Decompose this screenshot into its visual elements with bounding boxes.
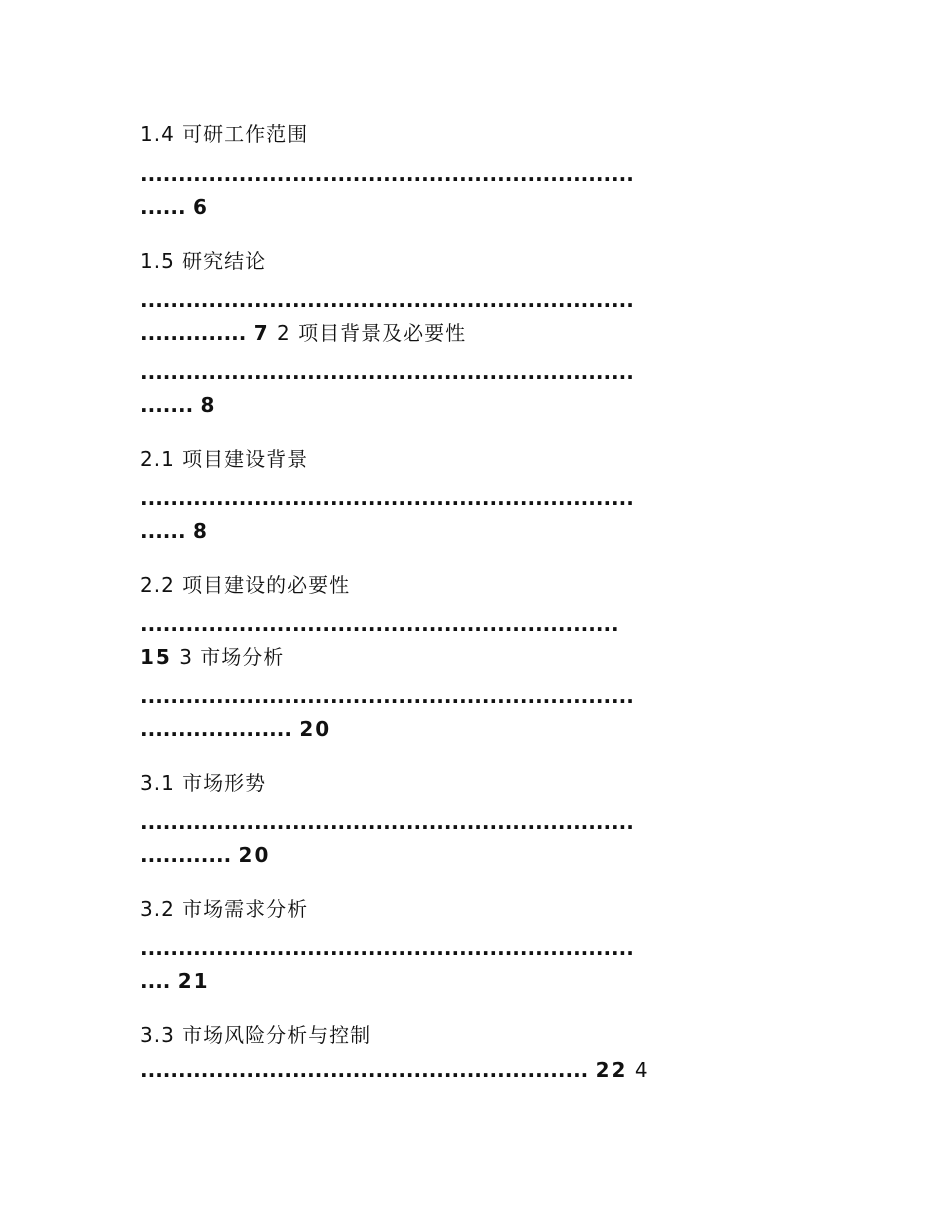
toc-page-number: 20 xyxy=(238,843,271,867)
toc-page-number: 7 xyxy=(253,321,270,345)
toc-leader-line xyxy=(140,610,619,638)
toc-leader-line xyxy=(140,808,634,836)
toc-leader-line xyxy=(140,358,634,386)
toc-page-number: 15 xyxy=(140,645,172,669)
toc-page-number: 8 xyxy=(200,393,217,417)
toc-leader-dots: ........................................................... xyxy=(140,1058,589,1082)
toc-leader-dots: ............ xyxy=(140,843,232,867)
toc-leader-line xyxy=(140,715,331,743)
toc-leader-dots: .... xyxy=(140,969,171,993)
toc-entry-3 xyxy=(140,643,284,671)
toc-heading: 3.3 市场风险分析与控制 xyxy=(140,1023,372,1047)
toc-heading: 3.2 市场需求分析 xyxy=(140,897,309,921)
toc-leader-line xyxy=(140,193,209,221)
toc-entry-2 xyxy=(140,319,466,347)
toc-leader-dots: ............................................................... xyxy=(140,612,619,636)
toc-page-number: 20 xyxy=(299,717,332,741)
toc-entry-3-3 xyxy=(140,1021,371,1049)
toc-page-number: 6 xyxy=(192,195,209,219)
toc-leader-line xyxy=(140,682,634,710)
toc-entry-3-1 xyxy=(140,769,266,797)
toc-leader-line xyxy=(140,517,209,545)
toc-leader-dots: ................................................................. xyxy=(140,486,634,510)
toc-heading: 2.2 项目建设的必要性 xyxy=(140,573,351,597)
toc-entry-2-1 xyxy=(140,445,308,473)
toc-leader-dots: ................................................................. xyxy=(140,360,634,384)
toc-leader-line xyxy=(140,160,634,188)
toc-heading: 4 xyxy=(634,1058,649,1082)
toc-leader-line xyxy=(140,484,634,512)
toc-heading: 2.1 项目建设背景 xyxy=(140,447,309,471)
toc-entry-4 xyxy=(140,1056,649,1084)
toc-heading: 3 市场分析 xyxy=(179,645,285,669)
toc-heading: 3.1 市场形势 xyxy=(140,771,267,795)
toc-page-number: 8 xyxy=(192,519,209,543)
toc-leader-line xyxy=(140,391,216,419)
toc-leader-line xyxy=(140,934,634,962)
toc-entry-2-2 xyxy=(140,571,350,599)
toc-entry-1-4 xyxy=(140,120,308,148)
toc-leader-dots: ................................................................. xyxy=(140,810,634,834)
toc-page-number: 21 xyxy=(177,969,210,993)
toc-entry-1-5 xyxy=(140,247,266,275)
toc-leader-dots: ................................................................. xyxy=(140,162,634,186)
toc-leader-dots: .............. xyxy=(140,321,247,345)
toc-heading: 1.5 研究结论 xyxy=(140,249,267,273)
toc-leader-dots: ....... xyxy=(140,393,194,417)
toc-leader-line xyxy=(140,841,270,869)
toc-leader-line xyxy=(140,286,634,314)
toc-leader-line xyxy=(140,967,210,995)
toc-leader-dots: .................... xyxy=(140,717,292,741)
toc-heading: 1.4 可研工作范围 xyxy=(140,122,309,146)
toc-entry-3-2 xyxy=(140,895,308,923)
toc-leader-dots: ...... xyxy=(140,519,186,543)
toc-leader-dots: ................................................................. xyxy=(140,936,634,960)
toc-heading: 2 项目背景及必要性 xyxy=(277,321,467,345)
toc-leader-dots: ................................................................. xyxy=(140,288,634,312)
toc-leader-dots: ................................................................. xyxy=(140,684,634,708)
toc-page-number: 22 xyxy=(595,1058,628,1082)
toc-leader-dots: ...... xyxy=(140,195,186,219)
